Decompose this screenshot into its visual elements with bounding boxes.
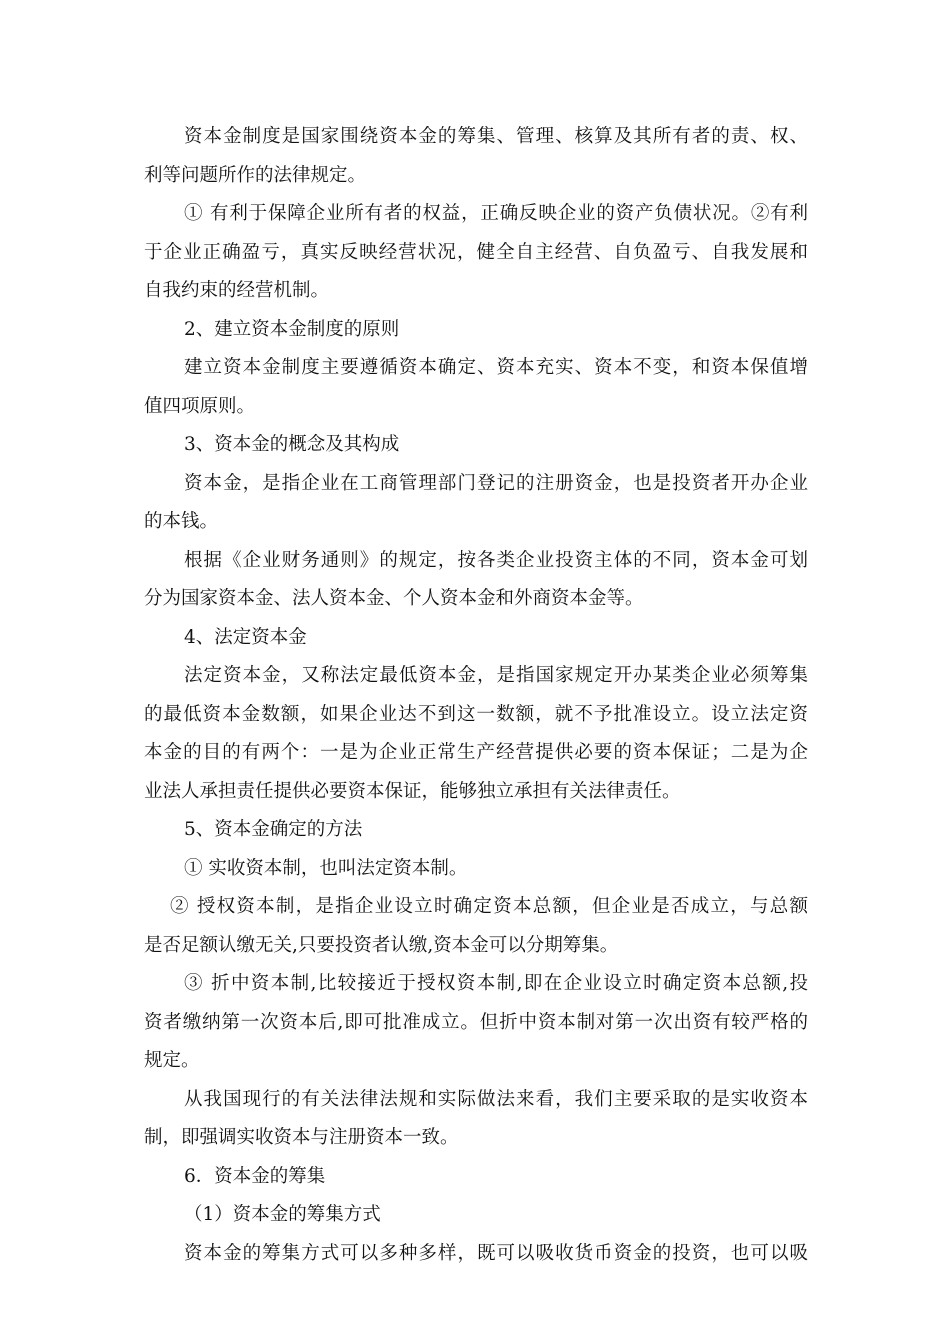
paragraph-line: 的本钱。 <box>144 511 219 532</box>
list-item: ② 授权资本制，是指企业设立时确定资本总额，但企业是否成立，与总额 <box>170 896 808 917</box>
section-heading: 4、法定资本金 <box>184 626 307 648</box>
paragraph-line: 分为国家资本金、法人资本金、个人资本金和外商资本金等。 <box>144 588 644 609</box>
list-item: ③ 折中资本制,比较接近于授权资本制,即在企业设立时确定资本总额,投 <box>184 973 808 994</box>
paragraph-line: 建立资本金制度主要遵循资本确定、资本充实、资本不变，和资本保值增 <box>184 357 808 378</box>
paragraph-line: 制，即强调实收资本与注册资本一致。 <box>144 1127 459 1148</box>
paragraph-line: 资者缴纳第一次资本后,即可批准成立。但折中资本制对第一次出资有较严格的 <box>144 1011 808 1033</box>
paragraph-line: 法定资本金，又称法定最低资本金，是指国家规定开办某类企业必须筹集 <box>184 665 808 686</box>
section-heading: 5、资本金确定的方法 <box>184 819 363 840</box>
section-heading: 2、建立资本金制度的原则 <box>184 318 400 340</box>
paragraph-line: 是否足额认缴无关,只要投资者认缴,资本金可以分期筹集。 <box>144 934 619 956</box>
paragraph-line: 根据《企业财务通则》的规定，按各类企业投资主体的不同，资本金可划 <box>184 549 808 571</box>
section-heading: 3、资本金的概念及其构成 <box>184 434 400 455</box>
paragraph-line: 从我国现行的有关法律法规和实际做法来看，我们主要采取的是实收资本 <box>184 1088 808 1110</box>
paragraph-line: 自我约束的经营机制。 <box>144 280 330 301</box>
list-item: ① 实收资本制，也叫法定资本制。 <box>184 857 468 879</box>
section-heading: 6．资本金的筹集 <box>184 1165 326 1187</box>
paragraph-line: 于企业正确盈亏，真实反映经营状况，健全自主经营、自负盈亏、自我发展和 <box>144 241 808 263</box>
paragraph-line: 本金的目的有两个：一是为企业正常生产经营提供必要的资本保证；二是为企 <box>144 742 808 763</box>
paragraph-line: 值四项原则。 <box>144 395 256 417</box>
paragraph-line: 资本金的筹集方式可以多种多样，既可以吸收货币资金的投资，也可以吸 <box>184 1242 808 1264</box>
paragraph-line: 资本金制度是国家围绕资本金的筹集、管理、核算及其所有者的责、权、 <box>184 126 808 147</box>
subsection-heading: （1）资本金的筹集方式 <box>184 1204 381 1225</box>
paragraph-line: 利等问题所作的法律规定。 <box>144 164 367 186</box>
paragraph-line: ① 有利于保障企业所有者的权益，正确反映企业的资产负债状况。②有利 <box>184 203 808 224</box>
paragraph-line: 业法人承担责任提供必要资本保证，能够独立承担有关法律责任。 <box>144 780 681 802</box>
document-body <box>144 118 808 1273</box>
paragraph-line: 的最低资本金数额，如果企业达不到这一数额，就不予批准设立。设立法定资 <box>144 703 808 725</box>
paragraph-line: 资本金，是指企业在工商管理部门登记的注册资金，也是投资者开办企业 <box>184 472 808 494</box>
paragraph-line: 规定。 <box>144 1050 200 1071</box>
